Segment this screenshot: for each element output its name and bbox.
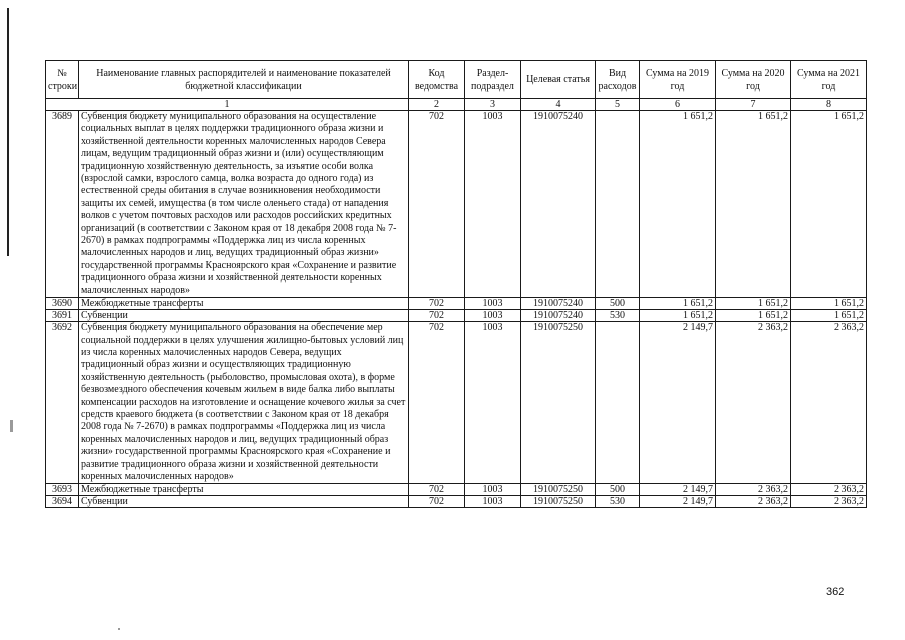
row-dept-code: 702 — [409, 484, 465, 496]
table-row — [46, 322, 867, 484]
page-number: 362 — [826, 586, 845, 598]
row-dept-code: 702 — [409, 496, 465, 508]
row-number: 3694 — [46, 496, 79, 508]
row-name: Межбюджетные трансферты — [79, 484, 409, 496]
row-expense-type: 530 — [596, 310, 640, 322]
header-dept-code: Код ведомства — [409, 61, 465, 99]
header-sum-2020: Сумма на 2020 год — [716, 61, 791, 99]
row-target-item: 1910075250 — [521, 484, 596, 496]
column-number: 2 — [409, 99, 465, 111]
row-target-item: 1910075250 — [521, 496, 596, 508]
table-header-row — [46, 61, 867, 99]
row-number: 3689 — [46, 111, 79, 298]
row-sum-2020: 1 651,2 — [716, 310, 791, 322]
row-sum-2020: 2 363,2 — [716, 484, 791, 496]
row-name: Субвенция бюджету муниципального образования на обеспечение мер социальной поддержки в целях улучшения жилищно-бытовых условий лиц из числа коренных малочисленных народов Севера, ведущих традиционный образ жизни и осуществляющих традиционную хозяйственную деятельность (рыболовство, промысловая охота), в форме безвозмездного обеспечения кочевым жильем в виде балка либо выплаты компенсации расходов на изготовление и оснащение кочевого жилья за счет средств краевого бюджета (в соответствии с Законом края от 18 декабря 2008 года № 7-2670) в рамках подпрограммы «Поддержка лиц из числа коренных малочисленных народов и лиц, ведущих традиционный образ жизни» государственной программы Красноярского края «Сохранение и развитие традиционного образа жизни и хозяйственной деятельности коренных малочисленных народов» — [79, 322, 409, 484]
table-row — [46, 298, 867, 310]
row-target-item: 1910075240 — [521, 310, 596, 322]
column-number: 3 — [465, 99, 521, 111]
column-number: 4 — [521, 99, 596, 111]
row-section: 1003 — [465, 496, 521, 508]
column-number: 5 — [596, 99, 640, 111]
row-section: 1003 — [465, 111, 521, 298]
scan-artifact — [10, 420, 13, 432]
row-sum-2019: 2 149,7 — [640, 484, 716, 496]
header-section: Раздел-подраздел — [465, 61, 521, 99]
header-expense-type: Вид расходов — [596, 61, 640, 99]
table-row — [46, 310, 867, 322]
row-number: 3691 — [46, 310, 79, 322]
row-section: 1003 — [465, 484, 521, 496]
row-sum-2020: 2 363,2 — [716, 322, 791, 484]
row-dept-code: 702 — [409, 322, 465, 484]
row-target-item: 1910075240 — [521, 111, 596, 298]
header-target-item: Целевая статья — [521, 61, 596, 99]
table-row — [46, 111, 867, 298]
row-sum-2019: 1 651,2 — [640, 310, 716, 322]
column-number: 8 — [791, 99, 867, 111]
row-number: 3692 — [46, 322, 79, 484]
row-expense-type: 530 — [596, 496, 640, 508]
row-sum-2021: 2 363,2 — [791, 484, 867, 496]
row-target-item: 1910075250 — [521, 322, 596, 484]
header-sum-2019: Сумма на 2019 год — [640, 61, 716, 99]
row-name: Межбюджетные трансферты — [79, 298, 409, 310]
row-section: 1003 — [465, 310, 521, 322]
row-sum-2020: 1 651,2 — [716, 111, 791, 298]
row-name: Субвенции — [79, 496, 409, 508]
row-dept-code: 702 — [409, 298, 465, 310]
row-name: Субвенции — [79, 310, 409, 322]
row-expense-type — [596, 111, 640, 298]
row-name: Субвенция бюджету муниципального образования на осуществление социальных выплат в целях поддержки традиционного образа жизни и хозяйственной деятельности коренных малочисленных народов Севера лицам, ведущим традиционный образ жизни и (или) осуществляющим традиционную хозяйственную деятельность, за изъятие особи волка (взрослой самки, взрослого самца, волка возраста до одного года) из естественной среды обитания в случае возникновения необходимости защиты их семей, имущества (в том числе оленьего стада) от нападения волков с учетом почтовых расходов или расходов российских кредитных организаций (в соответствии с Законом края от 18 декабря 2008 года № 7-2670) в рамках подпрограммы «Поддержка лиц из числа коренных малочисленных народов и лиц, ведущих традиционный образ жизни» государственной программы Красноярского края «Сохранение и развитие традиционного образа жизни и хозяйственной деятельности коренных малочисленных народов» — [79, 111, 409, 298]
row-expense-type: 500 — [596, 484, 640, 496]
row-sum-2021: 2 363,2 — [791, 496, 867, 508]
column-number: 1 — [46, 99, 409, 111]
row-sum-2020: 1 651,2 — [716, 298, 791, 310]
row-sum-2021: 1 651,2 — [791, 111, 867, 298]
row-dept-code: 702 — [409, 111, 465, 298]
row-dept-code: 702 — [409, 310, 465, 322]
header-sum-2021: Сумма на 2021 год — [791, 61, 867, 99]
table-row — [46, 484, 867, 496]
row-number: 3690 — [46, 298, 79, 310]
row-section: 1003 — [465, 298, 521, 310]
row-sum-2020: 2 363,2 — [716, 496, 791, 508]
row-sum-2019: 2 149,7 — [640, 322, 716, 484]
row-sum-2019: 1 651,2 — [640, 111, 716, 298]
row-sum-2021: 1 651,2 — [791, 298, 867, 310]
row-expense-type: 500 — [596, 298, 640, 310]
header-name: Наименование главных распорядителей и наименование показателей бюджетной классификации — [79, 61, 409, 99]
column-number: 6 — [640, 99, 716, 111]
row-target-item: 1910075240 — [521, 298, 596, 310]
budget-table — [45, 60, 867, 508]
row-sum-2021: 1 651,2 — [791, 310, 867, 322]
column-number: 7 — [716, 99, 791, 111]
row-expense-type — [596, 322, 640, 484]
scan-artifact-dot — [118, 628, 120, 630]
header-row-no: № строки — [46, 61, 79, 99]
row-sum-2021: 2 363,2 — [791, 322, 867, 484]
scan-margin-line — [7, 8, 9, 256]
table-row — [46, 496, 867, 508]
row-section: 1003 — [465, 322, 521, 484]
row-sum-2019: 1 651,2 — [640, 298, 716, 310]
row-number: 3693 — [46, 484, 79, 496]
row-sum-2019: 2 149,7 — [640, 496, 716, 508]
column-number-row — [46, 99, 867, 111]
